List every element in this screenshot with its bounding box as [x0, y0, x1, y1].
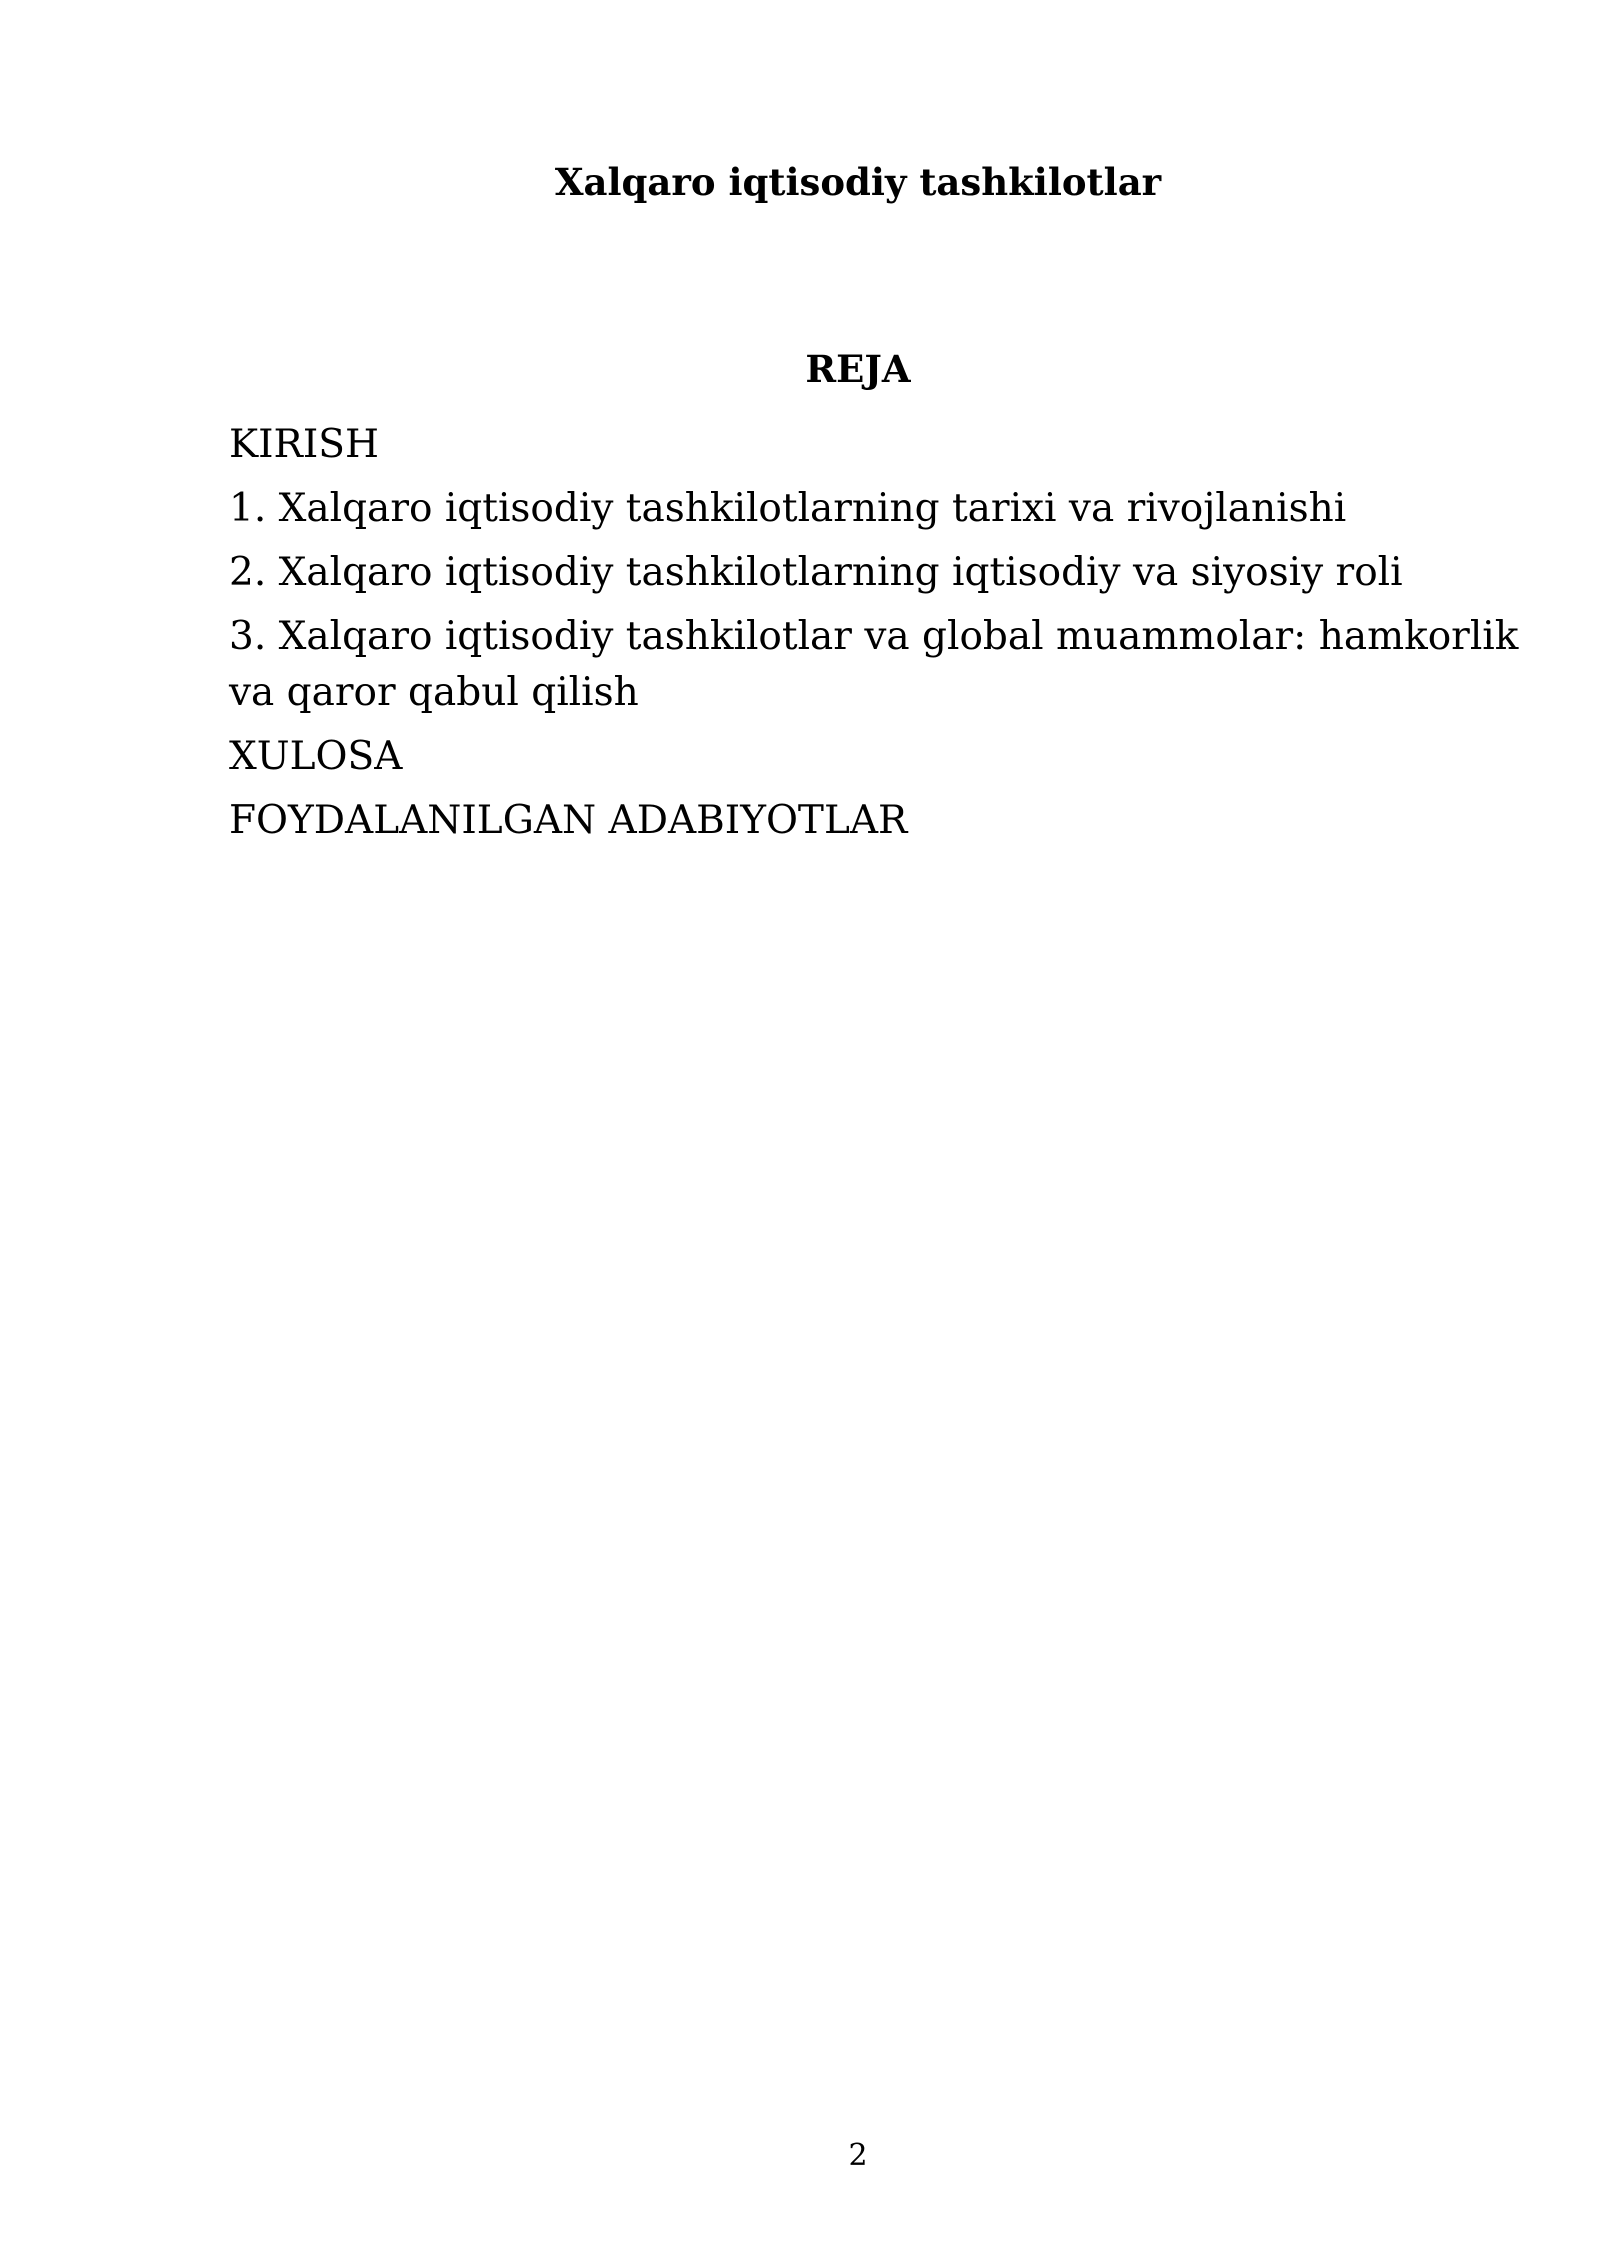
- plan-item-introduction: KIRISH: [229, 422, 380, 467]
- plan-item-2: 2. Xalqaro iqtisodiy tashkilotlarning iqtisodiy va siyosiy roli: [229, 550, 1403, 595]
- plan-item-3: 3. Xalqaro iqtisodiy tashkilotlar va global muammolar: hamkorlik va qaror qabul qilish: [229, 614, 1519, 715]
- page-number: 2: [848, 2138, 868, 2173]
- plan-heading: REJA: [805, 347, 911, 391]
- document-title: Xalqaro iqtisodiy tashkilotlar: [554, 160, 1162, 204]
- plan-item-conclusion: XULOSA: [229, 734, 403, 779]
- plan-item-references: FOYDALANILGAN ADABIYOTLAR: [229, 798, 908, 843]
- plan-list: [229, 417, 1529, 857]
- plan-item-1: 1. Xalqaro iqtisodiy tashkilotlarning tarixi va rivojlanishi: [229, 486, 1347, 531]
